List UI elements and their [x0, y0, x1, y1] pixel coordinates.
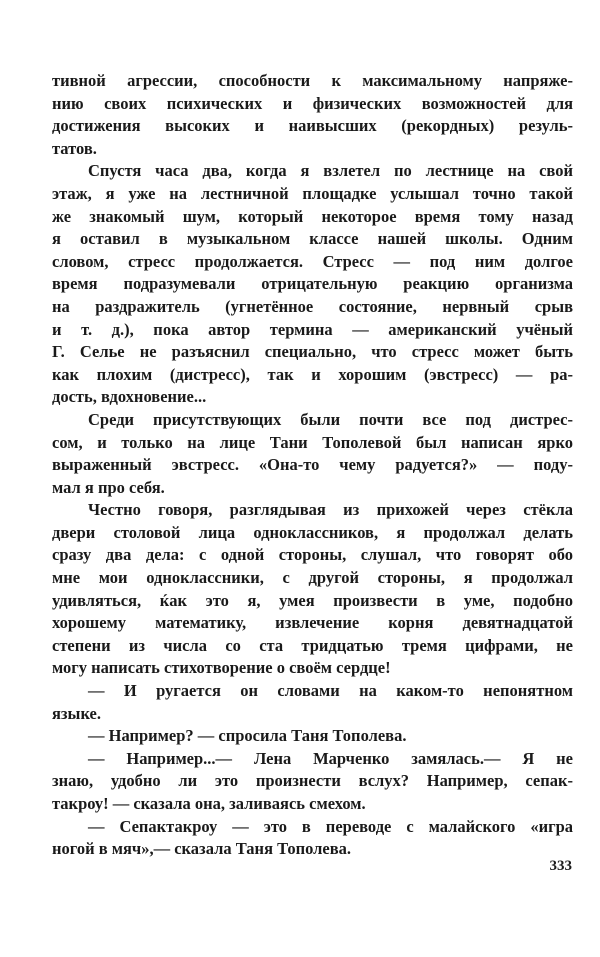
text-line: — Сепактакроу — это в переводе с малайского «игра [88, 816, 573, 836]
text-line: — И ругается он словами на каком-то непонятном [88, 681, 573, 701]
page-number: 333 [549, 858, 572, 874]
text-line: хорошему математику, извлечение корня девятнадцатой [52, 613, 573, 633]
paragraph [52, 748, 573, 816]
text-line: словом, стресс продолжается. Стресс — под ним долгое [52, 251, 573, 271]
text-line: время подразумевали отрицательную реакцию организма [52, 274, 573, 294]
text-line: тивной агрессии, способности к максимальному напряже- [52, 71, 573, 90]
text-line: на раздражитель (угнетённое состояние, нервный срыв [52, 296, 573, 316]
text-line: такроу! — сказала она, заливаясь смехом. [52, 794, 366, 813]
text-line: Честно говоря, разглядывая из прихожей через стёкла [88, 500, 573, 520]
text-line: Спустя часа два, когда я взлетел по лестнице на свой [88, 161, 573, 181]
text-line: знаю, удобно ли это произнести вслух? Например, сепак- [52, 771, 573, 791]
paragraph [52, 160, 573, 409]
text-line: этаж, я уже на лестничной площадке услышал точно такой [52, 183, 573, 203]
text-line: татов. [52, 138, 97, 158]
text-line: — Например...— Лена Марченко замялась.— Я не [88, 748, 573, 768]
page-body-text [52, 70, 573, 861]
text-line: мне мои одноклассники, с другой стороны, я продолжал [52, 568, 573, 588]
text-line: двери столовой лица одноклассников, я продолжал делать [52, 522, 573, 542]
text-line: достижения высоких и наивысших (рекордных) резуль- [52, 116, 573, 136]
paragraph [52, 499, 573, 680]
text-line: сом, и только на лице Тани Тополевой был написан ярко [52, 432, 573, 452]
paragraph [52, 816, 573, 861]
text-line: я оставил в музыкальном классе нашей школы. Одним [52, 229, 573, 249]
paragraph [52, 70, 573, 160]
paragraph [52, 680, 573, 725]
text-line: выраженный эвстресс. «Она-то чему радуется?» — поду- [52, 455, 573, 475]
text-line: нию своих психических и физических возможностей для [52, 93, 573, 113]
text-line: Г. Селье не разъяснил специально, что стресс может быть [52, 342, 573, 362]
text-line: удивляться, ќак это я, умея произвести в уме, подобно [52, 590, 573, 610]
text-line: сразу два дела: с одной стороны, слушал, что говорят обо [52, 545, 573, 565]
text-line: дость, вдохновение... [52, 387, 207, 407]
text-line: могу написать стихотворение о своём сердце! [52, 658, 391, 678]
paragraph [52, 409, 573, 499]
text-line: степени из числа со ста тридцатью тремя цифрами, не [52, 635, 573, 655]
text-line: и т. д.), пока автор термина — американский учёный [52, 319, 573, 339]
text-line: — Например? — спросила Таня Тополева. [88, 726, 407, 746]
text-line: ногой в мяч»,— сказала Таня Тополева. [52, 839, 352, 859]
text-line: Среди присутствующих были почти все под дистрес- [88, 409, 573, 429]
text-line: мал я про себя. [52, 477, 165, 497]
text-line: как плохим (дистресс), так и хорошим (эвстресс) — ра- [52, 364, 573, 384]
text-line: же знакомый шум, который некоторое время тому назад [52, 206, 573, 226]
text-line: языке. [52, 703, 101, 723]
paragraph [52, 725, 573, 748]
